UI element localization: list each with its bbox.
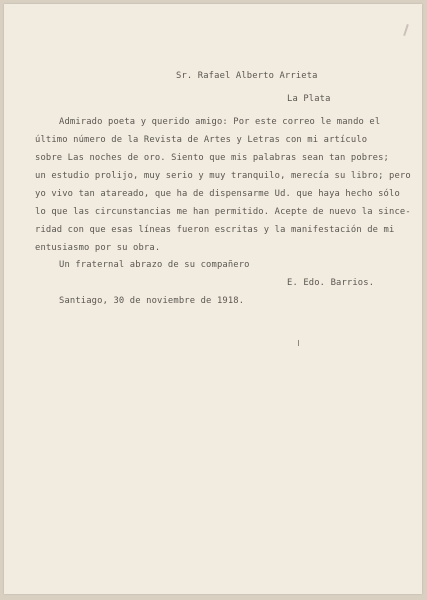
recipient-name: Sr. Rafael Alberto Arrieta [176, 71, 318, 81]
body-line: sobre Las noches de oro. Siento que mis palabras sean tan pobres; [35, 153, 390, 163]
body-line: último número de la Revista de Artes y Letras con mi artículo [35, 135, 368, 145]
body-line: yo vivo tan atareado, que ha de dispensarme Ud. que haya hecho sólo [35, 189, 400, 199]
letter-page [4, 4, 422, 594]
closing-line: Un fraternal abrazo de su compañero [59, 260, 250, 270]
body-line: ridad con que esas líneas fueron escritas y la manifestación de mi [35, 225, 395, 235]
body-line: lo que las circunstancias me han permitido. Acepte de nuevo la since- [35, 207, 411, 217]
body-line: entusiasmo por su obra. [35, 243, 161, 253]
pencil-mark [403, 24, 409, 36]
pencil-tick [298, 340, 299, 346]
body-line: Admirado poeta y querido amigo: Por este correo le mando el [59, 117, 381, 127]
body-line: un estudio prolijo, muy serio y muy tranquilo, merecía su libro; pero [35, 171, 411, 181]
signature: E. Edo. Barrios. [287, 278, 375, 288]
recipient-city: La Plata [287, 94, 331, 104]
place-date: Santiago, 30 de noviembre de 1918. [59, 296, 245, 306]
